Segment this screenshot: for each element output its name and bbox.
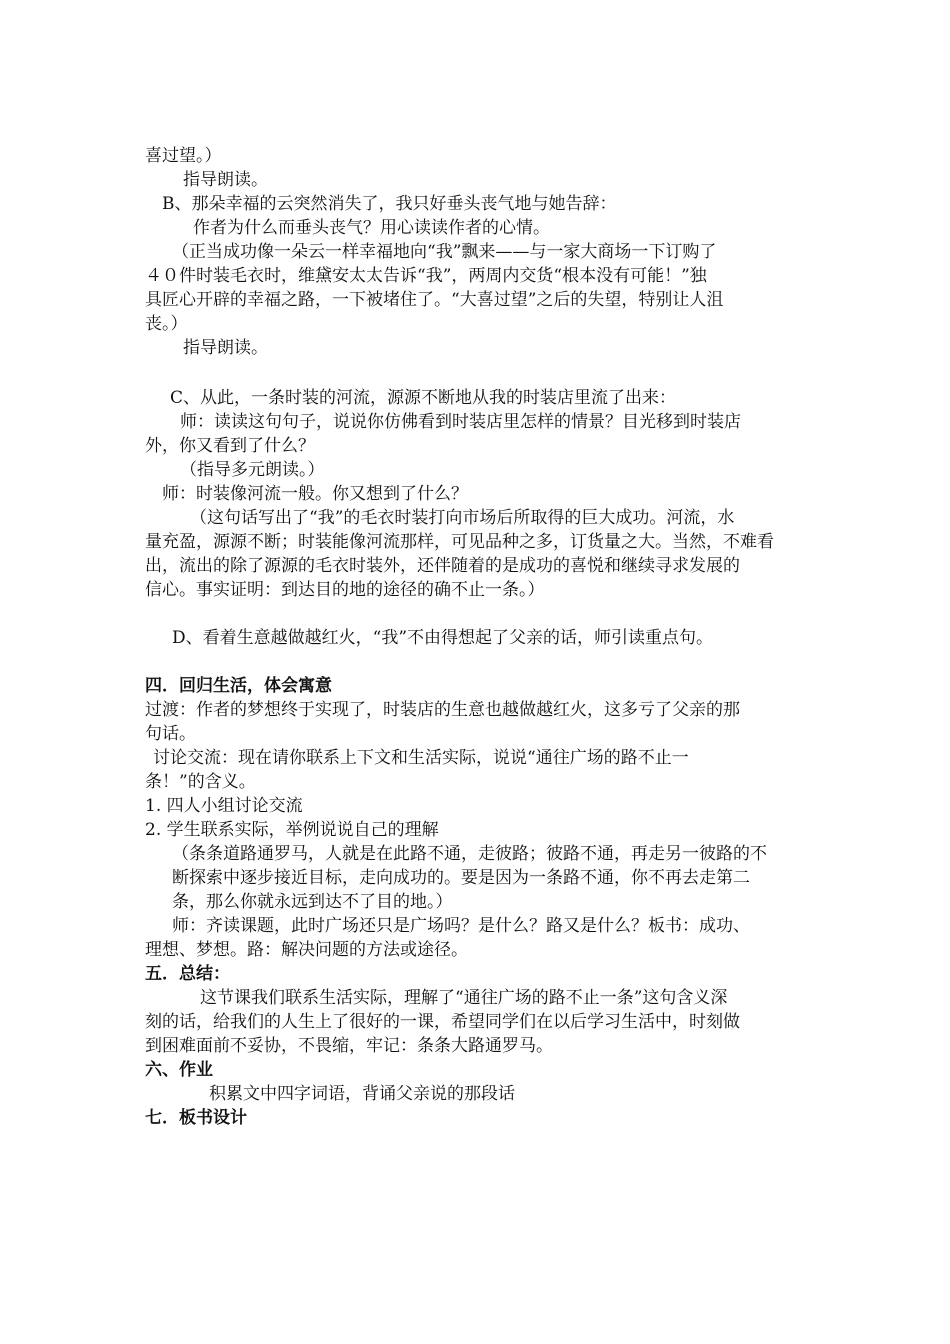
text-line: 这节课我们联系生活实际，理解了“通往广场的路不止一条”这句含义深 (200, 988, 728, 1008)
text-line: 具匠心开辟的幸福之路，一下被堵住了。“大喜过望”之后的失望，特别让人沮 (145, 290, 724, 310)
text-line: C、从此，一条时装的河流，源源不断地从我的时装店里流了出来： (170, 388, 677, 408)
text-line: （这句话写出了“我”的毛衣时装打向市场后所取得的巨大成功。河流，水 (190, 508, 735, 528)
section-heading: 七．板书设计 (145, 1108, 247, 1128)
text-line: 指导朗读。 (183, 338, 268, 358)
text-line: 积累文中四字词语，背诵父亲说的那段话 (209, 1084, 515, 1104)
list-item: 2. 学生联系实际，举例说说自己的理解 (145, 820, 439, 840)
text-line: 信心。事实证明：到达目的地的途径的确不止一条。） (145, 580, 545, 600)
section-heading: 六、作业 (145, 1060, 213, 1080)
text-line: 师：齐读课题，此时广场还只是广场吗？是什么？路又是什么？板书：成功、 (172, 916, 750, 936)
text-line: 师：读读这句句子，说说你仿佛看到时装店里怎样的情景？目光移到时装店 (180, 412, 741, 432)
text-line: （条条道路通罗马，人就是在此路不通，走彼路；彼路不通，再走另一彼路的不 (172, 844, 767, 864)
section-heading: 五．总结： (145, 964, 230, 984)
section-heading: 四．回归生活，体会寓意 (145, 676, 332, 696)
text-line: 指导朗读。 (183, 170, 268, 190)
text-line: 理想、梦想。路：解决问题的方法或途径。 (145, 940, 468, 960)
text-line: 作者为什么而垂头丧气？用心读读作者的心情。 (193, 218, 550, 238)
text-line: 过渡：作者的梦想终于实现了，时装店的生意也越做越红火，这多亏了父亲的那 (145, 700, 740, 720)
text-line: 讨论交流：现在请你联系上下文和生活实际，说说“通往广场的路不止一 (153, 748, 689, 768)
text-line: （正当成功像一朵云一样幸福地向“我”飘来——与一家大商场一下订购了 (172, 242, 717, 262)
text-line: 喜过望。） (145, 146, 222, 166)
text-line: B、那朵幸福的云突然消失了，我只好垂头丧气地与她告辞： (162, 194, 617, 214)
text-line: 刻的话，给我们的人生上了很好的一课，希望同学们在以后学习生活中，时刻做 (145, 1012, 740, 1032)
text-line: 外，你又看到了什么？ (145, 436, 315, 456)
text-line: 丧。） (145, 314, 188, 334)
text-line: （指导多元朗读。） (180, 460, 325, 480)
text-line: 出，流出的除了源源的毛衣时装外，还伴随着的是成功的喜悦和继续寻求发展的 (145, 556, 740, 576)
text-line: ４０件时装毛衣时，维黛安太太告诉“我”，两周内交货“根本没有可能！”独 (145, 266, 707, 286)
text-line: 句话。 (145, 724, 196, 744)
text-line: D、看着生意越做越红火，“我”不由得想起了父亲的话，师引读重点句。 (172, 628, 714, 648)
list-item: 1. 四人小组讨论交流 (145, 796, 303, 816)
text-line: 师：时装像河流一般。你又想到了什么？ (162, 484, 468, 504)
text-line: 断探索中逐步接近目标，走向成功的。要是因为一条路不通，你不再去走第二 (172, 868, 750, 888)
text-line: 条！”的含义。 (145, 772, 256, 792)
text-line: 量充盈，源源不断；时装能像河流那样，可见品种之多，订货量之大。当然，不难看 (145, 532, 774, 552)
text-line: 到困难面前不妥协，不畏缩，牢记：条条大路通罗马。 (145, 1036, 553, 1056)
text-line: 条，那么你就永远到达不了目的地。） (172, 892, 453, 912)
